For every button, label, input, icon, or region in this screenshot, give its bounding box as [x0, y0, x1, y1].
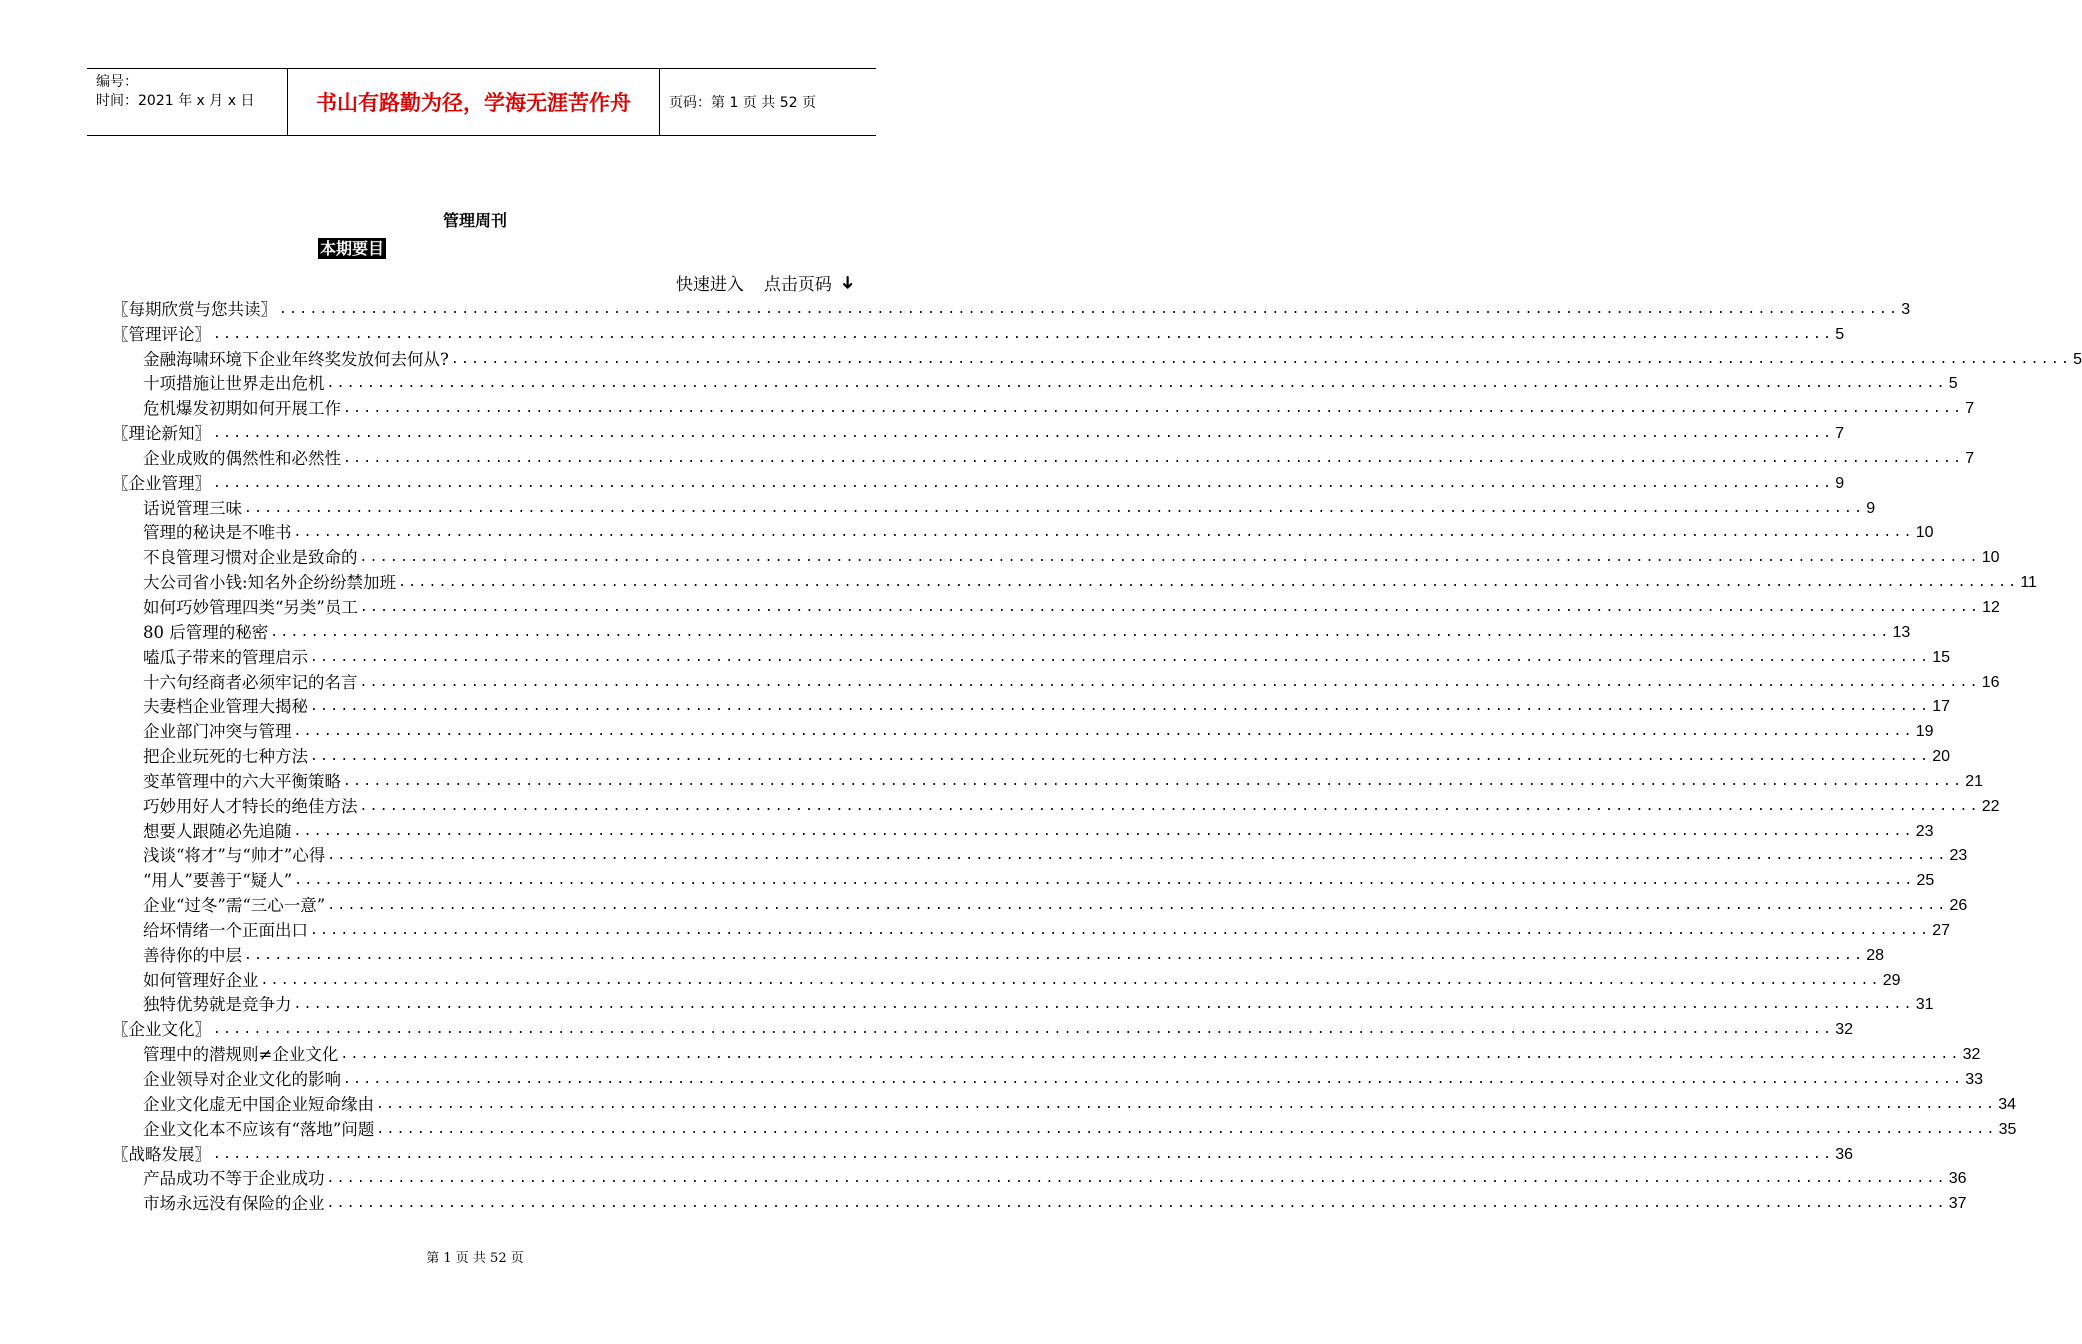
toc-page-link[interactable]: 22	[1981, 797, 2000, 815]
toc-page-link[interactable]: 34	[1998, 1095, 2017, 1113]
page-footer: 第 1 页 共 52 页	[426, 1251, 524, 1266]
toc-page-link[interactable]: 19	[1915, 723, 1934, 741]
toc-section[interactable]	[112, 295, 1911, 320]
toc-entry-title[interactable]: 80 后管理的秘密	[143, 622, 269, 642]
toc-leader-dots: ................................................................................................................................................................	[260, 972, 1881, 988]
header-page-label: 页码：第 1 页 共 52 页	[669, 95, 816, 111]
toc-entry-title[interactable]: 想要人跟随必先追随	[143, 821, 292, 841]
toc-page-link[interactable]: 11	[2020, 574, 2037, 592]
toc-entry-title[interactable]: 嗑瓜子带来的管理启示	[143, 647, 308, 667]
toc-leader-dots: ................................................................................................................................................................	[293, 724, 1914, 740]
toc-entry-title[interactable]: 管理中的潜规则≠企业文化	[143, 1045, 339, 1065]
toc-page-link[interactable]: 35	[1998, 1120, 2017, 1138]
toc-entry-title[interactable]: 巧妙用好人才特长的绝佳方法	[143, 796, 358, 816]
toc-entry[interactable]	[112, 1115, 2017, 1140]
toc-entry-title[interactable]: 〖理论新知〗	[112, 424, 211, 444]
toc-entry[interactable]	[112, 618, 1911, 643]
toc-leader-dots: ................................................................................................................................................................	[244, 947, 1865, 963]
toc-entry-title[interactable]: 管理的秘诀是不唯书	[143, 523, 292, 543]
toc-page-link[interactable]: 32	[1962, 1046, 1981, 1064]
toc-entry-title[interactable]: 市场永远没有保险的企业	[143, 1194, 325, 1214]
toc-entry[interactable]	[112, 519, 1934, 544]
quick-nav	[675, 270, 858, 295]
header-meta	[87, 69, 287, 135]
toc-entry[interactable]	[112, 1090, 2017, 1115]
toc-page-link[interactable]: 37	[1948, 1195, 1967, 1213]
toc-page-link[interactable]: 12	[1982, 598, 2000, 616]
toc-entry[interactable]	[112, 941, 1885, 966]
toc-page-link[interactable]: 25	[1916, 872, 1935, 890]
toc-entry-title[interactable]: 如何巧妙管理四类“另类”员工	[143, 597, 358, 617]
toc-leader-dots: ................................................................................................................................................................	[244, 500, 1865, 516]
toc-leader-dots: ................................................................................................................................................................	[326, 1196, 1947, 1212]
toc-entry-title[interactable]: 大公司省小钱:知名外企纷纷禁加班	[143, 573, 397, 593]
toc-page-link[interactable]: 21	[1965, 772, 1984, 790]
toc-leader-dots: ................................................................................................................................................................	[376, 1096, 1997, 1112]
toc-entry[interactable]	[112, 1189, 1967, 1214]
toc-page-link[interactable]: 10	[1915, 524, 1934, 542]
toc-page-link[interactable]: 9	[1866, 499, 1876, 517]
toc-entry[interactable]	[112, 742, 1951, 767]
toc-leader-dots: ................................................................................................................................................................	[326, 376, 1947, 392]
toc-entry-title[interactable]: 话说管理三味	[143, 498, 242, 518]
toc-entry[interactable]	[112, 543, 2000, 568]
toc-page-link[interactable]: 7	[1965, 400, 1975, 418]
toc-entry[interactable]	[112, 394, 1975, 419]
toc-leader-dots: ................................................................................................................................................................	[343, 773, 1964, 789]
toc-entry-title[interactable]: 浅谈“将才”与“帅才”心得	[143, 846, 326, 866]
toc-page-link[interactable]: 33	[1965, 1071, 1984, 1088]
toc-entry[interactable]	[112, 842, 1968, 867]
toc-entry-title[interactable]: 夫妻档企业管理大揭秘	[143, 697, 308, 717]
toc-entry-title[interactable]: 企业领导对企业文化的影响	[143, 1070, 341, 1089]
toc-entry-title[interactable]: 企业文化虚无中国企业短命缘由	[143, 1094, 374, 1114]
toc-page-link[interactable]: 36	[1835, 1145, 1854, 1163]
toc-entry-title[interactable]: 企业“过冬”需“三心一意”	[143, 896, 326, 916]
toc-entry-title[interactable]: 〖每期欣赏与您共读〗	[112, 299, 277, 319]
toc-page-link[interactable]: 7	[1835, 425, 1845, 443]
toc-entry-title[interactable]: 独特优势就是竞争力	[143, 995, 292, 1015]
toc-page-link[interactable]: 7	[1965, 449, 1975, 467]
toc-page-link[interactable]: 32	[1835, 1021, 1854, 1039]
toc-entry-title[interactable]: 企业部门冲突与管理	[143, 722, 292, 742]
toc-section[interactable]	[112, 1015, 1854, 1040]
header-table	[87, 68, 876, 136]
toc-leader-dots: ................................................................................................................................................................	[293, 997, 1914, 1013]
toc-leader-dots: ................................................................................................................................................................	[213, 426, 1834, 442]
toc-entry[interactable]	[112, 966, 1901, 991]
toc-page-link[interactable]: 13	[1892, 623, 1911, 641]
toc-entry-title[interactable]: 危机爆发初期如何开展工作	[143, 399, 341, 419]
toc-entry[interactable]	[112, 345, 2082, 370]
toc-entry[interactable]	[112, 1165, 1967, 1190]
toc-leader-dots: ................................................................................................................................................................	[270, 624, 1891, 640]
toc-leader-dots: ................................................................................................................................................................	[293, 525, 1914, 541]
toc-entry[interactable]	[112, 444, 1975, 469]
time-label: 时间：2021 年 x 月 x 日	[96, 93, 255, 109]
toc-leader-dots: ................................................................................................................................................................	[213, 326, 1834, 342]
toc-page-link[interactable]: 36	[1948, 1170, 1967, 1188]
document-title: 管理周刊	[442, 211, 507, 230]
toc-section[interactable]	[112, 1140, 1854, 1165]
toc-leader-dots: ................................................................................................................................................................	[359, 550, 1980, 566]
toc-entry[interactable]	[112, 1040, 1981, 1065]
toc-leader-dots: ................................................................................................................................................................	[279, 301, 1900, 317]
toc-entry-title[interactable]: 不良管理习惯对企业是致命的	[143, 548, 358, 568]
toc-entry-title[interactable]: 〖企业文化〗	[112, 1020, 211, 1040]
toc-leader-dots: ................................................................................................................................................................	[310, 699, 1931, 715]
toc-entry-title[interactable]: 十项措施让世界走出危机	[143, 374, 325, 394]
toc-page-link[interactable]: 20	[1932, 748, 1951, 766]
toc-leader-dots: ................................................................................................................................................................	[343, 450, 1964, 466]
toc-leader-dots: ................................................................................................................................................................	[327, 898, 1948, 914]
toc-page-link[interactable]: 29	[1882, 971, 1901, 989]
toc-entry[interactable]	[112, 866, 1935, 891]
toc-entry-title[interactable]: 善待你的中层	[143, 945, 242, 965]
toc-leader-dots: ................................................................................................................................................................	[359, 599, 1981, 615]
toc-page-link[interactable]: 5	[2073, 350, 2082, 368]
toc-entry[interactable]	[112, 817, 1934, 842]
quick-nav-text-1: 快速进入	[675, 275, 744, 295]
toc-entry[interactable]	[112, 991, 1934, 1016]
toc-entry-title[interactable]: 〖战略发展〗	[112, 1144, 211, 1164]
toc-page-link[interactable]: 31	[1915, 996, 1934, 1014]
toc-page-link[interactable]: 16	[1981, 673, 2000, 691]
toc-page-link[interactable]: 10	[1981, 549, 2000, 567]
toc-entry[interactable]	[112, 494, 1876, 519]
toc-leader-dots: ................................................................................................................................................................	[340, 1047, 1961, 1063]
toc-entry[interactable]	[112, 792, 2000, 817]
toc-entry[interactable]	[112, 593, 2000, 618]
toc-entry[interactable]	[112, 1065, 1984, 1090]
toc-leader-dots: ................................................................................................................................................................	[450, 351, 2072, 367]
toc-entry-title[interactable]: 如何管理好企业	[143, 970, 259, 990]
toc-leader-dots: ................................................................................................................................................................	[213, 1022, 1834, 1038]
toc-entry-title[interactable]: 产品成功不等于企业成功	[143, 1169, 325, 1189]
toc-page-link[interactable]: 9	[1835, 474, 1845, 492]
toc-entry-title[interactable]: 金融海啸环境下企业年终奖发放何去何从?	[143, 349, 449, 369]
toc-entry[interactable]	[112, 668, 2000, 693]
toc-page-link[interactable]: 23	[1915, 822, 1934, 840]
toc-entry[interactable]	[112, 717, 1934, 742]
toc-entry[interactable]	[112, 370, 1958, 395]
toc-page-link[interactable]: 15	[1932, 648, 1951, 666]
toc-leader-dots: ................................................................................................................................................................	[343, 1072, 1964, 1087]
toc-section[interactable]	[112, 469, 1845, 494]
toc-entry[interactable]	[112, 767, 1984, 792]
toc-page-link[interactable]: 5	[1948, 375, 1958, 393]
arrow-down-icon: ➜	[836, 274, 858, 291]
toc-leader-dots: ................................................................................................................................................................	[326, 1171, 1947, 1187]
quick-nav-text-2: 点击页码	[763, 275, 832, 295]
toc-entry-title[interactable]: 〖企业管理〗	[112, 473, 211, 493]
toc-leader-dots: ................................................................................................................................................................	[359, 674, 1980, 690]
toc-page-link[interactable]: 5	[1835, 325, 1845, 343]
toc-entry[interactable]	[112, 891, 1968, 916]
toc-section[interactable]	[112, 419, 1845, 444]
toc-leader-dots: ................................................................................................................................................................	[327, 848, 1948, 864]
toc-entry-title[interactable]: “用人”要善于“疑人”	[143, 871, 293, 891]
toc-leader-dots: ................................................................................................................................................................	[293, 823, 1914, 839]
table-of-contents	[112, 295, 2082, 1214]
toc-leader-dots: ................................................................................................................................................................	[310, 922, 1931, 938]
toc-entry[interactable]	[112, 568, 2037, 593]
toc-page-link[interactable]: 17	[1932, 698, 1951, 716]
toc-leader-dots: ................................................................................................................................................................	[359, 798, 1980, 814]
toc-page-link[interactable]: 28	[1866, 946, 1885, 964]
toc-leader-dots: ................................................................................................................................................................	[310, 749, 1931, 765]
toc-entry-title[interactable]: 〖管理评论〗	[112, 324, 211, 344]
toc-entry-title[interactable]: 企业成败的偶然性和必然性	[143, 448, 341, 468]
toc-entry[interactable]	[112, 693, 1951, 718]
number-label: 编号：	[96, 74, 138, 90]
toc-page-link[interactable]: 27	[1932, 921, 1951, 939]
toc-leader-dots: ................................................................................................................................................................	[310, 649, 1931, 665]
toc-leader-dots: ................................................................................................................................................................	[294, 873, 1915, 889]
header-motto: 书山有路勤为径，学海无涯苦作舟	[287, 69, 660, 135]
toc-entry-title[interactable]: 给坏情绪一个正面出口	[143, 920, 308, 940]
toc-entry-title[interactable]: 十六句经商者必须牢记的名言	[143, 672, 358, 692]
toc-section[interactable]	[112, 320, 1845, 345]
toc-entry-title[interactable]: 企业文化本不应该有“落地”问题	[143, 1119, 375, 1139]
toc-leader-dots: ................................................................................................................................................................	[376, 1121, 1997, 1137]
toc-heading: 本期要目	[320, 239, 385, 258]
toc-leader-dots: ................................................................................................................................................................	[213, 475, 1834, 491]
toc-page-link[interactable]: 3	[1901, 300, 1911, 318]
toc-leader-dots: ................................................................................................................................................................	[213, 1146, 1834, 1162]
toc-page-link[interactable]: 23	[1949, 847, 1968, 865]
toc-entry[interactable]	[112, 643, 1951, 668]
toc-entry-title[interactable]: 变革管理中的六大平衡策略	[143, 771, 341, 791]
toc-entry-title[interactable]: 把企业玩死的七种方法	[143, 747, 308, 767]
toc-entry[interactable]	[112, 916, 1951, 941]
toc-leader-dots: ................................................................................................................................................................	[398, 575, 2019, 591]
toc-page-link[interactable]: 26	[1949, 897, 1968, 915]
toc-leader-dots: ................................................................................................................................................................	[343, 401, 1964, 417]
